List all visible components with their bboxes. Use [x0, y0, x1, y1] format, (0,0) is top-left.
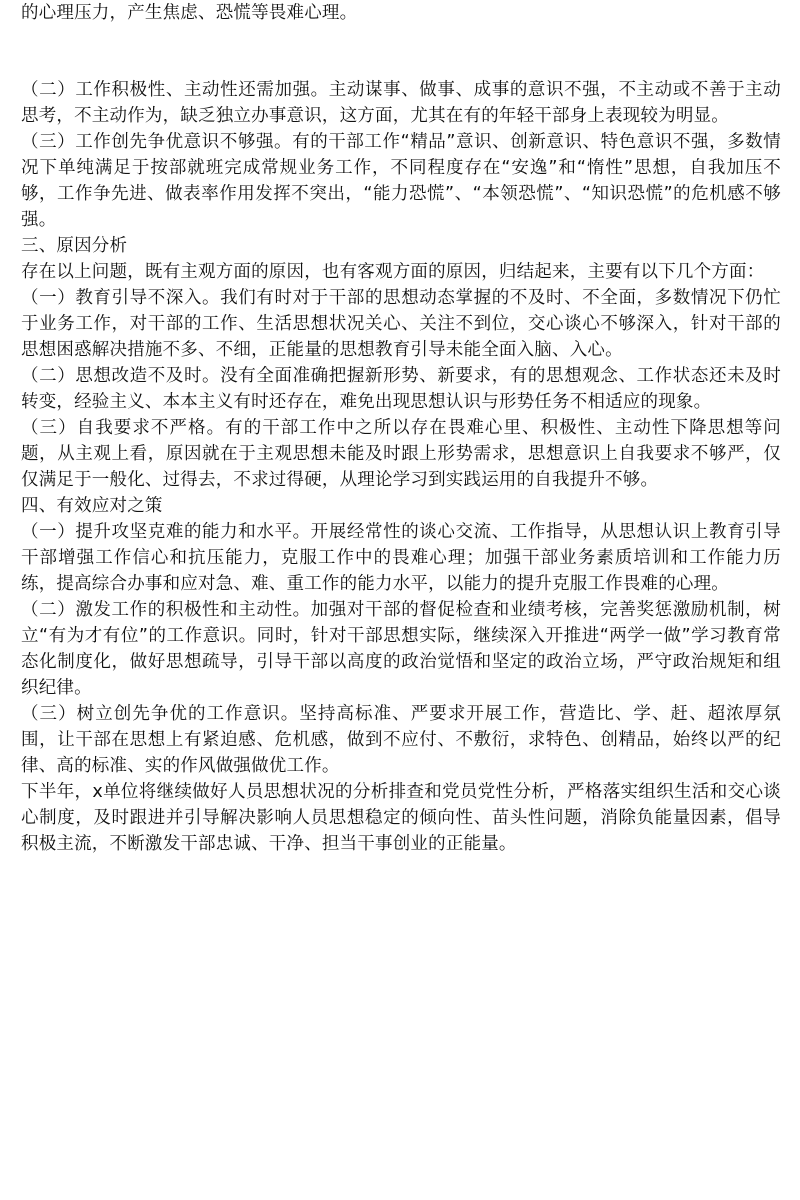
- paragraph-measure-2: （二）激发工作的积极性和主动性。加强对干部的督促检查和业绩考核，完善奖惩激励机制，树立“有为才有位”的工作意识。同时，针对干部思想实际，继续深入开推进“两学一做”学习教育常态化制度化，做好思想疏导，引导干部以高度的政治觉悟和坚定的政治立场，严守政治规矩和组织纪律。: [21, 600, 781, 698]
- paragraph-measure-3: （三）树立创先争优的工作意识。坚持高标准、严要求开展工作，营造比、学、赶、超浓厚氛围，让干部在思想上有紧迫感、危机感，做到不应付、不敷衍，求特色、创精品，始终以严的纪律、高的标准、实的作风做强做优工作。: [21, 704, 781, 776]
- section-heading-countermeasures: 四、有效应对之策: [21, 496, 163, 516]
- paragraph-gap: [21, 26, 781, 77]
- paragraph-next-half-year: 下半年，x单位将继续做好人员思想状况的分析排查和党员党性分析，严格落实组织生活和交心谈心制度，及时跟进并引导解决影响人员思想稳定的倾向性、苗头性问题，消除负能量因素，倡导积极主流，不断激发干部忠诚、干净、担当干事创业的正能量。: [21, 782, 781, 854]
- paragraph-issue-3: （三）工作创先争优意识不够强。有的干部工作“精品”意识、创新意识、特色意识不强，多数情况下单纯满足于按部就班完成常规业务工作，不同程度存在“安逸”和“惰性”思想，自我加压不够，工作争先进、做表率作用发挥不突出，“能力恐慌”、“本领恐慌”、“知识恐慌”的危机感不够强。: [21, 132, 781, 230]
- document-body: [21, 0, 781, 857]
- paragraph-cause-3: （三）自我要求不严格。有的干部工作中之所以存在畏难心里、积极性、主动性下降思想等问题，从主观上看，原因就在于主观思想未能及时跟上形势需求，思想意识上自我要求不够严，仅仅满足于一般化、过得去，不求过得硬，从理论学习到实践运用的自我提升不够。: [21, 418, 781, 490]
- paragraph-issue-2: （二）工作积极性、主动性还需加强。主动谋事、做事、成事的意识不强，不主动或不善于主动思考，不主动作为，缺乏独立办事意识，这方面，尤其在有的年轻干部身上表现较为明显。: [21, 80, 781, 126]
- paragraph-cause-intro: 存在以上问题，既有主观方面的原因，也有客观方面的原因，归结起来，主要有以下几个方面：: [21, 262, 765, 282]
- paragraph-measure-1: （一）提升攻坚克难的能力和水平。开展经常性的谈心交流、工作指导，从思想认识上教育引导干部增强工作信心和抗压能力，克服工作中的畏难心理；加强干部业务素质培训和工作能力历练，提高综合办事和应对急、难、重工作的能力水平，以能力的提升克服工作畏难的心理。: [21, 522, 781, 594]
- section-heading-cause-analysis: 三、原因分析: [21, 236, 128, 256]
- paragraph-cause-2: （二）思想改造不及时。没有全面准确把握新形势、新要求，有的思想观念、工作状态还未及时转变，经验主义、本本主义有时还存在，难免出现思想认识与形势任务不相适应的现象。: [21, 366, 781, 412]
- paragraph-continuation: 的心理压力，产生焦虑、恐慌等畏难心理。: [21, 3, 358, 23]
- paragraph-cause-1: （一）教育引导不深入。我们有时对于干部的思想动态掌握的不及时、不全面，多数情况下仍忙于业务工作，对干部的工作、生活思想状况关心、关注不到位，交心谈心不够深入，针对干部的思想困惑解决措施不多、不细，正能量的思想教育引导未能全面入脑、入心。: [21, 288, 781, 360]
